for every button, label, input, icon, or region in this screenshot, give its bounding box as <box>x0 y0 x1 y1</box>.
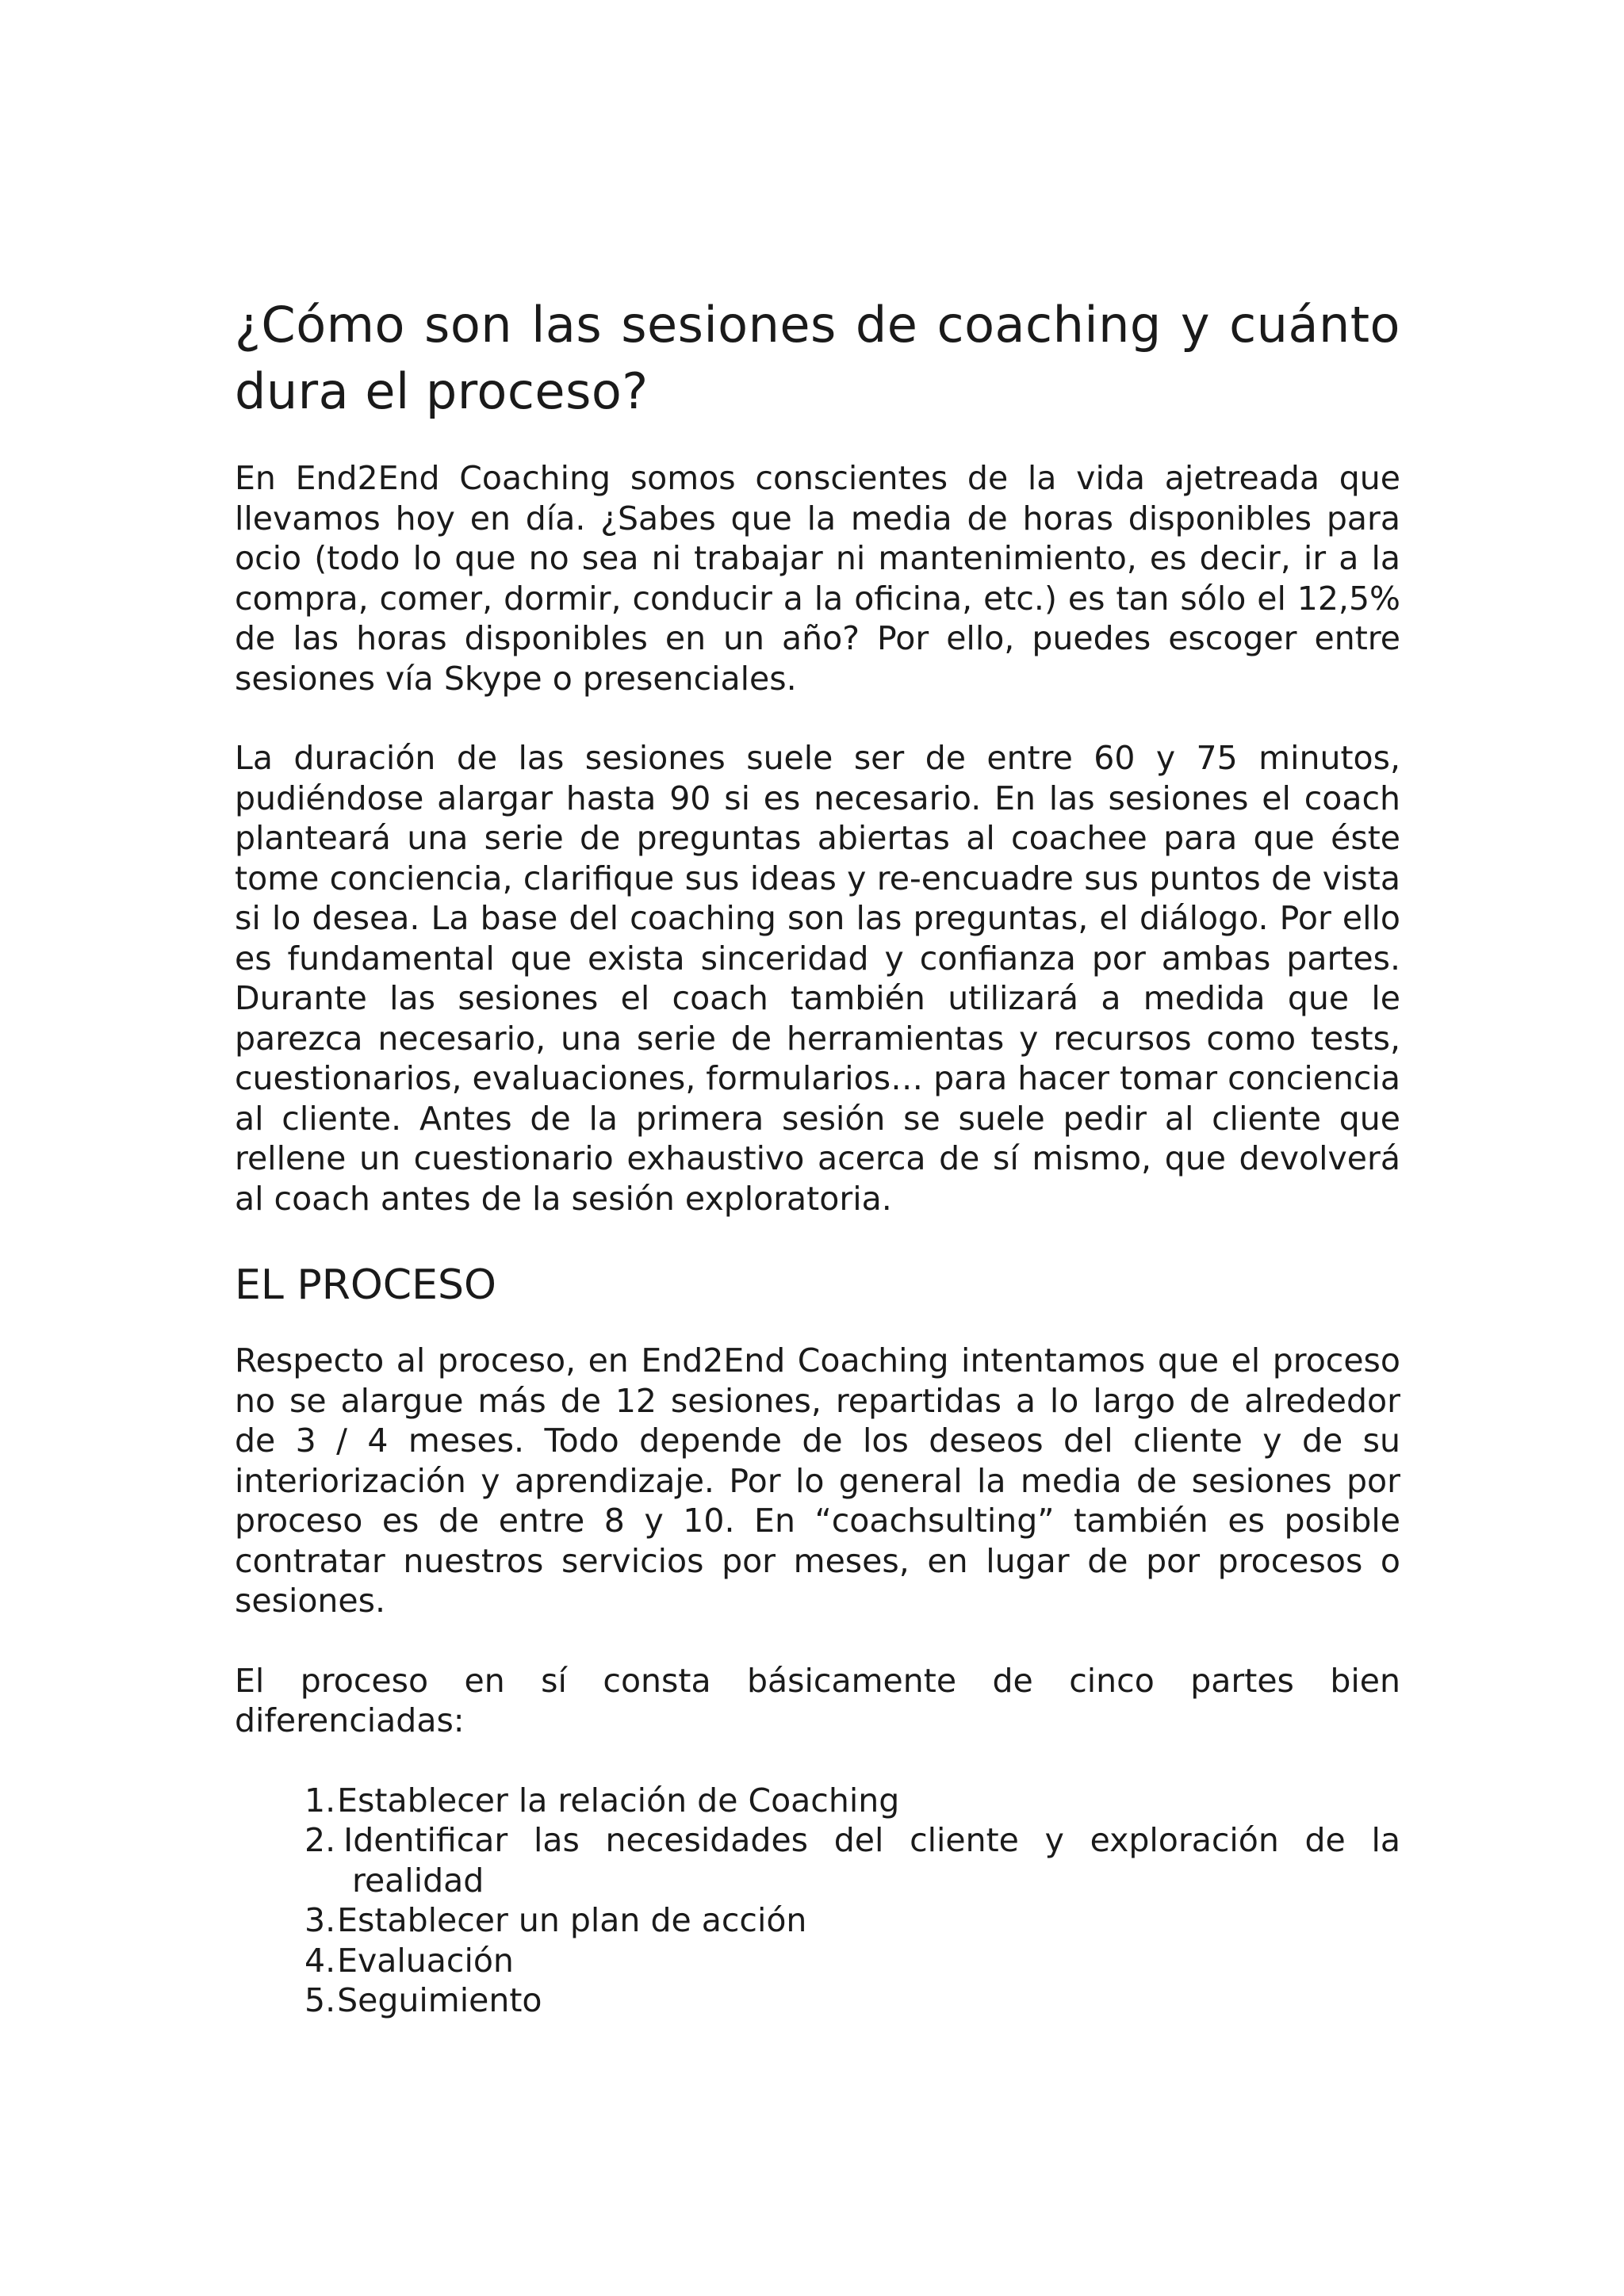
list-item <box>304 1980 1400 2021</box>
step-number: 1. <box>304 1781 336 1820</box>
process-paragraph: Respecto al proceso, en End2End Coaching intentamos que el proceso no se alargue más de 12 sesiones, repartidas a lo largo de alrededor de 3 / 4 meses. Todo depende de los deseos del cliente y de su interiorización y aprendizaje. Por lo general la media de sesiones por proceso es de entre 8 y 10. En “coachsulting” también es posible contratar nuestros servicios por meses, en lugar de por procesos o sesiones. <box>235 1341 1400 1620</box>
list-item <box>304 1781 1400 1821</box>
list-item <box>304 1820 1400 1900</box>
section-title: EL PROCESO <box>235 1261 496 1309</box>
step-text: Identificar las necesidades del cliente y exploración de la realidad <box>343 1821 1400 1900</box>
intro-paragraph: En End2End Coaching somos conscientes de la vida ajetreada que llevamos hoy en día. ¿Sabes que la media de horas disponibles para ocio (todo lo que no sea ni trabajar ni mantenimiento, es decir, ir a la compra, comer, dormir, conducir a la oficina, etc.) es tan sólo el 12,5% de las horas disponibles en un año? Por ello, puedes escoger entre sesiones vía Skype o presenciales. <box>235 459 1400 698</box>
step-text: Seguimiento <box>337 1981 542 2019</box>
sessions-paragraph: La duración de las sesiones suele ser de entre 60 y 75 minutos, pudiéndose alargar hasta 90 si es necesario. En las sesiones el coach planteará una serie de preguntas abiertas al coachee para que éste tome conciencia, clarifique sus ideas y re-encuadre sus puntos de vista si lo desea. La base del coaching son las preguntas, el diálogo. Por ello es fundamental que exista sinceridad y confianza por ambas partes. Durante las sesiones el coach también utilizará a medida que le parezca necesario, una serie de herramientas y recursos como tests, cuestionarios, evaluaciones, formularios… para hacer tomar conciencia al cliente. Antes de la primera sesión se suele pedir al cliente que rellene un cuestionario exhaustivo acerca de sí mismo, que devolverá al coach antes de la sesión exploratoria. <box>235 739 1400 1218</box>
process-steps-list <box>235 1781 1400 2021</box>
step-number: 3. <box>304 1901 336 1939</box>
step-text: Establecer un plan de acción <box>337 1901 807 1939</box>
page-title: ¿Cómo son las sesiones de coaching y cuánto dura el proceso? <box>235 296 1400 420</box>
step-text: Establecer la relación de Coaching <box>337 1781 900 1820</box>
step-number: 4. <box>304 1941 336 1980</box>
step-text: Evaluación <box>337 1941 514 1980</box>
list-item <box>304 1900 1400 1941</box>
parts-intro-paragraph: El proceso en sí consta básicamente de cinco partes bien diferenciadas: <box>235 1661 1400 1739</box>
step-number: 2. <box>304 1821 336 1859</box>
document-page <box>235 292 1400 2021</box>
list-item <box>304 1941 1400 1981</box>
step-number: 5. <box>304 1981 336 2019</box>
